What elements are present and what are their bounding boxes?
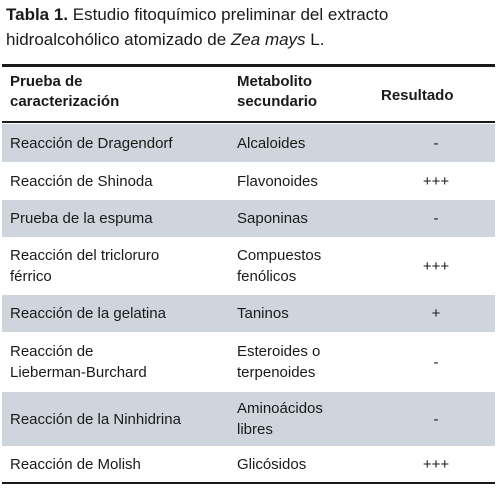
cell-test-line1: Reacción del tricloruro — [10, 247, 160, 264]
table-row — [2, 124, 495, 162]
cell-metabolite — [237, 303, 362, 324]
cell-test-line1: Reacción de Dragendorf — [10, 135, 173, 152]
cell-metabolite — [237, 245, 362, 287]
table-row — [2, 295, 495, 332]
cell-test-line1: Reacción de la Ninhidrina — [10, 411, 181, 428]
cell-result: - — [433, 354, 439, 371]
cell-result: - — [433, 411, 439, 428]
cell-metabolite-line1: Esteroides o — [237, 343, 321, 360]
header-test-line1: Prueba de — [10, 73, 83, 90]
cell-result: - — [433, 135, 439, 152]
table-caption — [6, 2, 496, 52]
cell-test — [10, 303, 225, 324]
cell-metabolite — [237, 133, 362, 154]
cell-metabolite-line1: Saponinas — [237, 210, 308, 227]
cell-metabolite-line1: Taninos — [237, 305, 289, 322]
cell-test — [10, 341, 225, 383]
cell-test-line2: férrico — [10, 268, 52, 285]
header-metabolite-line1: Metabolito — [237, 73, 312, 90]
cell-test-line2: Lieberman-Burchard — [10, 364, 147, 381]
caption-text-after: L. — [305, 30, 325, 49]
cell-test-line1: Reacción de Molish — [10, 456, 141, 473]
cell-test-line1: Reacción de Shinoda — [10, 173, 153, 190]
table-row — [2, 392, 495, 446]
cell-test-line1: Reacción de la gelatina — [10, 305, 166, 322]
cell-result: +++ — [422, 173, 450, 190]
caption-label: Tabla 1. — [6, 5, 69, 24]
table-row — [2, 200, 495, 237]
cell-test — [10, 133, 225, 154]
table-row — [2, 446, 495, 482]
cell-test — [10, 454, 225, 475]
table-row — [2, 332, 495, 392]
header-result: Resultado — [381, 87, 454, 104]
cell-metabolite — [237, 454, 362, 475]
cell-test — [10, 208, 225, 229]
caption-text-before: Estudio fitoquímico preliminar del extracto hidroalcohólico atomizado de — [6, 5, 389, 49]
header-test — [10, 72, 119, 112]
cell-metabolite — [237, 171, 362, 192]
table-bottom-rule — [2, 482, 495, 484]
table-top-rule — [2, 64, 495, 67]
table-row — [2, 162, 495, 200]
cell-test — [10, 171, 225, 192]
cell-result: + — [431, 305, 441, 322]
cell-metabolite — [237, 208, 362, 229]
cell-result: +++ — [422, 456, 450, 473]
cell-test — [10, 409, 225, 430]
cell-metabolite-line1: Glicósidos — [237, 456, 307, 473]
cell-metabolite — [237, 341, 362, 383]
cell-test — [10, 245, 225, 287]
cell-metabolite — [237, 398, 362, 440]
header-metabolite — [237, 72, 317, 112]
table-row — [2, 237, 495, 295]
header-test-line2: caracterización — [10, 93, 120, 110]
cell-test-line1: Reacción de — [10, 343, 94, 360]
cell-result: - — [433, 210, 439, 227]
cell-metabolite-line1: Compuestos — [237, 247, 322, 264]
cell-metabolite-line1: Aminoácidos — [237, 400, 323, 417]
cell-metabolite-line2: fenólicos — [237, 268, 297, 285]
cell-metabolite-line1: Flavonoides — [237, 173, 318, 190]
caption-species: Zea mays — [230, 30, 306, 49]
header-bottom-rule — [2, 121, 495, 123]
header-metabolite-line2: secundario — [237, 93, 318, 110]
cell-metabolite-line1: Alcaloides — [237, 135, 306, 152]
cell-metabolite-line2: libres — [237, 421, 273, 438]
cell-result: +++ — [422, 258, 450, 275]
cell-metabolite-line2: terpenoides — [237, 364, 316, 381]
cell-test-line1: Prueba de la espuma — [10, 210, 153, 227]
